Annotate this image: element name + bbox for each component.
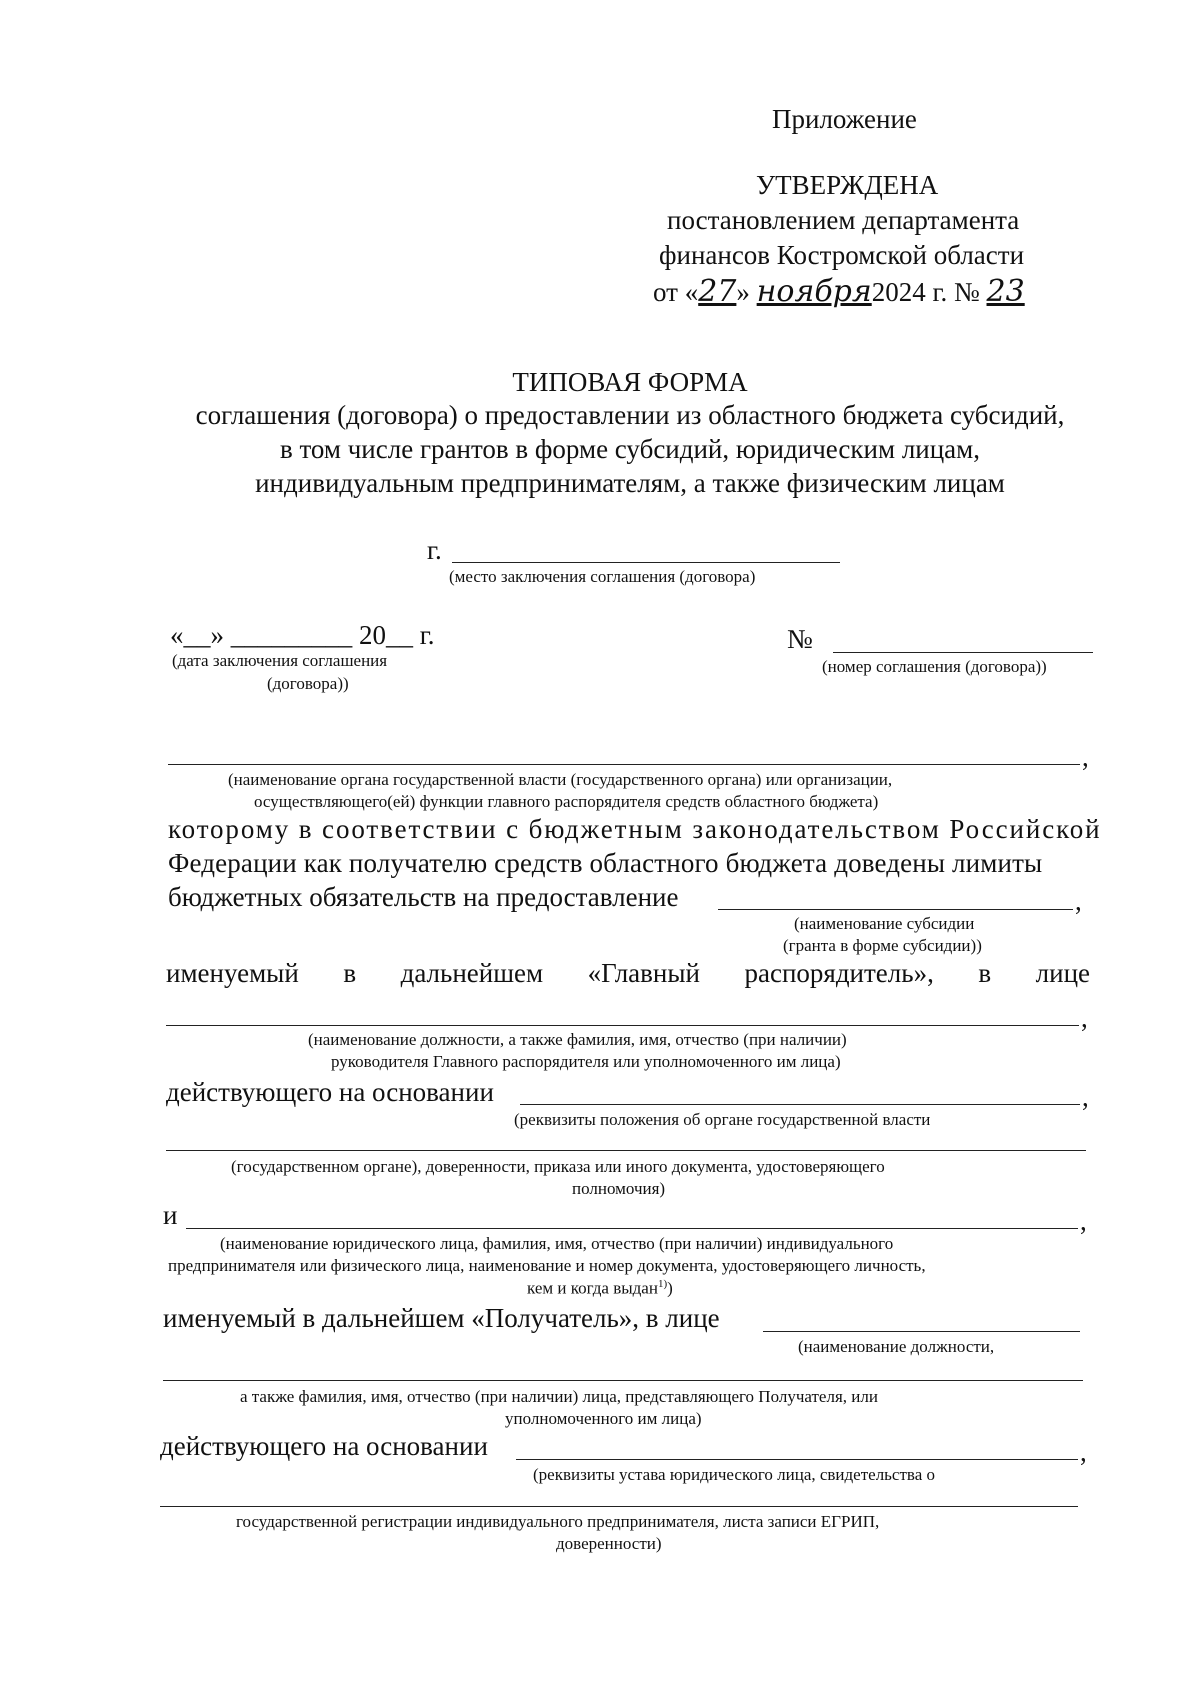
named-word-2: в bbox=[343, 958, 357, 988]
place-caption: (место заключения соглашения (договора) bbox=[449, 567, 756, 586]
subsidy-caption-2: (гранта в форме субсидии)) bbox=[783, 936, 982, 955]
basis-field-line-1[interactable] bbox=[520, 1104, 1080, 1105]
form-subtitle-1: соглашения (договора) о предоставлении из областного бюджета субсидий, bbox=[195, 400, 1065, 430]
recipient-comma: , bbox=[1080, 1206, 1087, 1236]
recipient-caption-3-end: ) bbox=[667, 1278, 673, 1298]
rep-caption-1: (наименование должности, bbox=[798, 1337, 995, 1356]
named-word-5: распорядитель», bbox=[744, 958, 934, 988]
date-template: «__» _________ 20__ г. bbox=[170, 620, 435, 650]
head-field-line[interactable] bbox=[166, 1025, 1079, 1026]
named-word-3: дальнейшем bbox=[400, 958, 544, 988]
basis-caption-1: (реквизиты положения об органе государственной власти bbox=[514, 1110, 931, 1129]
place-prefix: г. bbox=[427, 535, 442, 565]
date-caption-1: (дата заключения соглашения bbox=[172, 651, 388, 670]
rep-caption-2: а также фамилия, имя, отчество (при наличии) лица, представляющего Получателя, или bbox=[240, 1387, 878, 1406]
basis-caption-3: полномочия) bbox=[572, 1179, 666, 1198]
approval-date bbox=[653, 274, 1025, 309]
charter-comma: , bbox=[1080, 1437, 1087, 1467]
form-subtitle-2: в том числе грантов в форме субсидий, юридическим лицам, bbox=[279, 434, 981, 464]
date-mid: » bbox=[736, 277, 750, 307]
paragraph-1-line-1-text: которому в соответствии с бюджетным законодательством Российской bbox=[168, 814, 1102, 844]
named-main-distributor bbox=[166, 958, 1090, 989]
named-word-4: «Главный bbox=[587, 958, 700, 988]
head-caption-1: (наименование должности, а также фамилия, имя, отчество (при наличии) bbox=[308, 1030, 847, 1049]
org-comma: , bbox=[1082, 742, 1089, 772]
representative-field-line[interactable] bbox=[763, 1331, 1080, 1332]
subsidy-field-line[interactable] bbox=[718, 909, 1073, 910]
handwritten-day: 27 bbox=[698, 274, 737, 309]
charter-field-line-2[interactable] bbox=[160, 1506, 1078, 1507]
form-subtitle-3: индивидуальным предпринимателям, а также физическим лицам bbox=[255, 468, 1005, 498]
appendix-label: Приложение bbox=[772, 104, 917, 134]
and-label: и bbox=[163, 1200, 178, 1230]
form-title: ТИПОВАЯ ФОРМА bbox=[512, 367, 748, 397]
approved-label: УТВЕРЖДЕНА bbox=[756, 170, 939, 200]
representative-field-line-2[interactable] bbox=[163, 1380, 1083, 1381]
subsidy-comma: , bbox=[1075, 886, 1082, 916]
date-caption-2: (договора)) bbox=[267, 674, 349, 693]
charter-caption-1: (реквизиты устава юридического лица, свидетельства о bbox=[533, 1465, 936, 1484]
number-prefix: № bbox=[787, 624, 813, 654]
rep-caption-3: уполномоченного им лица) bbox=[505, 1409, 702, 1428]
recipient-named: именуемый в дальнейшем «Получатель», в лице bbox=[163, 1303, 720, 1333]
charter-field-line-1[interactable] bbox=[516, 1459, 1078, 1460]
paragraph-1-line-1 bbox=[168, 814, 1102, 845]
basis-caption-2: (государственном органе), доверенности, приказа или иного документа, удостоверяющего bbox=[231, 1157, 885, 1176]
handwritten-month: ноября bbox=[756, 274, 872, 309]
approved-line-1: постановлением департамента bbox=[667, 205, 1020, 235]
recipient-caption-3 bbox=[527, 1278, 673, 1299]
basis-field-line-2[interactable] bbox=[166, 1150, 1086, 1151]
acting-basis-2: действующего на основании bbox=[160, 1431, 488, 1461]
recipient-caption-2: предпринимателя или физического лица, наименование и номер документа, удостоверяющего личность, bbox=[168, 1256, 926, 1275]
org-field-line[interactable] bbox=[168, 764, 1080, 765]
number-caption: (номер соглашения (договора)) bbox=[822, 657, 1047, 676]
basis-comma: , bbox=[1082, 1082, 1089, 1112]
year-text: 2024 г. № bbox=[871, 277, 980, 307]
named-word-1: именуемый bbox=[166, 958, 299, 988]
approved-line-2: финансов Костромской области bbox=[659, 240, 1025, 270]
footnote-marker: 1) bbox=[657, 1278, 668, 1290]
paragraph-1-line-2: Федерации как получателю средств областного бюджета доведены лимиты bbox=[168, 848, 1043, 878]
number-field-line[interactable] bbox=[833, 652, 1093, 653]
paragraph-1-line-3: бюджетных обязательств на предоставление bbox=[168, 882, 679, 912]
date-prefix: от « bbox=[653, 277, 699, 307]
head-comma: , bbox=[1081, 1003, 1088, 1033]
recipient-caption-1: (наименование юридического лица, фамилия, имя, отчество (при наличии) индивидуального bbox=[220, 1234, 894, 1253]
head-caption-2: руководителя Главного распорядителя или уполномоченного им лица) bbox=[331, 1052, 841, 1071]
named-word-7: лице bbox=[1035, 958, 1090, 988]
charter-caption-3: доверенности) bbox=[556, 1534, 662, 1553]
org-caption-2: осуществляющего(ей) функции главного распорядителя средств областного бюджета) bbox=[254, 792, 879, 811]
subsidy-caption-1: (наименование субсидии bbox=[794, 914, 975, 933]
place-field-line[interactable] bbox=[452, 562, 840, 563]
named-word-6: в bbox=[978, 958, 992, 988]
handwritten-number: 23 bbox=[986, 274, 1025, 309]
org-caption-1: (наименование органа государственной власти (государственного органа) или организации, bbox=[228, 770, 893, 789]
recipient-field-line[interactable] bbox=[186, 1228, 1078, 1229]
recipient-caption-3-text: кем и когда выдан bbox=[527, 1278, 658, 1298]
charter-caption-2: государственной регистрации индивидуального предпринимателя, листа записи ЕГРИП, bbox=[236, 1512, 880, 1531]
acting-basis-1: действующего на основании bbox=[166, 1077, 494, 1107]
